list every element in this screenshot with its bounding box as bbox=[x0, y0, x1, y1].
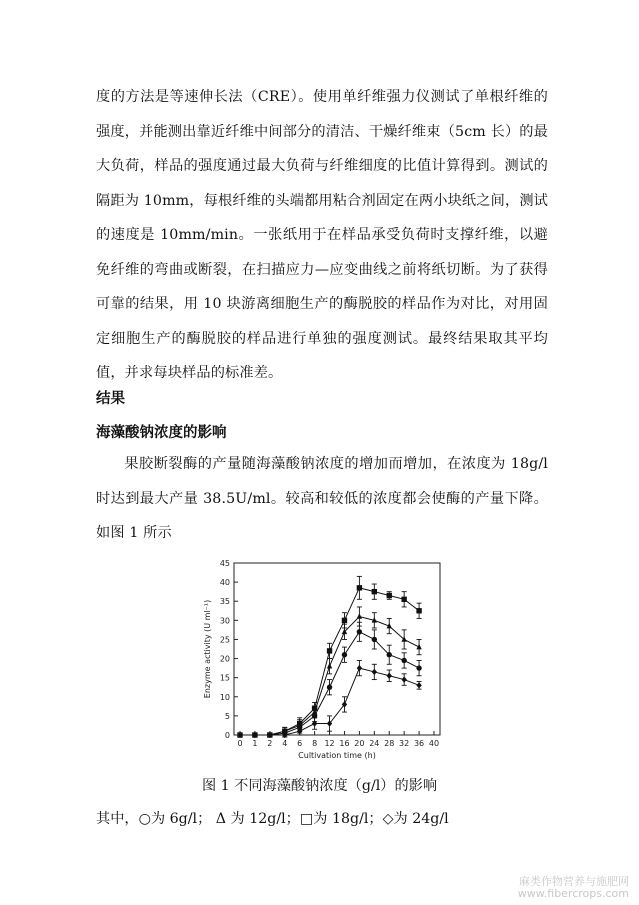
x-tick-label: 20 bbox=[354, 739, 365, 748]
x-tick-label: 12 bbox=[324, 739, 335, 748]
y-tick-label: 10 bbox=[219, 692, 230, 702]
y-tick-label: 0 bbox=[224, 731, 230, 740]
watermark-line-2: www.fibercrops.com bbox=[517, 887, 629, 900]
data-point-circle bbox=[401, 658, 406, 663]
data-point-triangle bbox=[401, 636, 406, 642]
data-point-circle bbox=[357, 629, 362, 634]
data-point-square bbox=[372, 589, 377, 594]
data-point-diamond bbox=[387, 673, 392, 679]
x-axis-label: Cultivation time (h) bbox=[298, 751, 376, 760]
methods-paragraph: 度的方法是等速伸长法（CRE）。使用单纤维强力仪测试了单根纤维的强度，并能测出靠近纤维中间部分的清洁、干燥纤维束（5cm 长）的最大负荷，样品的强度通过最大负荷与纤维细度的比值计算得到。测试的隔距为 10mm，每根纤维的头端都用粘合剂固定在两小块纸之间，测试的速度是 10mm/min。一张纸用于在样品承受负荷时支撑纤维，以避免纤维的弯曲或断裂，在扫描应力—应变曲线之前将纸切断。为了获得可靠的结果，用 10 块游离细胞生产的酶脱胶的样品作为对比，对用固定细胞生产的酶脱胶的样品进行单独的强度测试。最终结果取其平均值，并求每块样品的标准差。 bbox=[96, 89, 548, 381]
y-tick-label: 25 bbox=[219, 635, 230, 645]
figure-caption: 图 1 不同海藻酸钠浓度（g/l）的影响 bbox=[201, 778, 438, 794]
y-tick-label: 40 bbox=[219, 578, 230, 588]
data-point-square bbox=[401, 597, 406, 602]
x-tick-label: 4 bbox=[282, 739, 288, 748]
data-point-diamond bbox=[372, 669, 377, 675]
data-point-diamond bbox=[416, 682, 421, 688]
watermark bbox=[518, 876, 629, 900]
x-tick-label: 40 bbox=[428, 739, 440, 748]
y-tick-label: 45 bbox=[219, 559, 230, 568]
y-tick-label: 15 bbox=[219, 673, 230, 683]
results-paragraph: 果胶断裂酶的产量随海藻酸钠浓度的增加而增加，在浓度为 18g/l 时达到最大产量 38.5U/ml。较高和较低的浓度都会使酶的产量下降。如图 1 所示 bbox=[96, 456, 548, 541]
x-tick-label: 0 bbox=[237, 739, 243, 748]
data-point-square bbox=[357, 585, 362, 590]
y-tick-label: 5 bbox=[224, 711, 230, 721]
data-point-diamond bbox=[401, 676, 406, 682]
data-point-circle bbox=[342, 652, 347, 657]
x-tick-label: 24 bbox=[369, 739, 380, 748]
x-tick-label: 28 bbox=[384, 739, 395, 748]
x-tick-label: 2 bbox=[267, 739, 273, 748]
enzyme-activity-chart bbox=[192, 555, 452, 770]
x-tick-label: 16 bbox=[339, 739, 350, 748]
data-point-circle bbox=[387, 652, 392, 657]
watermark-line-1: 麻类作物营养与施肥网 bbox=[519, 875, 629, 888]
x-tick-label: 1 bbox=[252, 739, 258, 748]
y-tick-label: 20 bbox=[219, 654, 230, 664]
x-tick-label: 32 bbox=[399, 739, 410, 748]
y-tick-label: 35 bbox=[219, 597, 230, 607]
data-point-triangle bbox=[357, 613, 362, 619]
data-point-circle bbox=[372, 637, 377, 642]
data-point-diamond bbox=[357, 665, 362, 671]
x-tick-label: 8 bbox=[312, 739, 318, 748]
x-tick-label: 6 bbox=[297, 739, 303, 748]
data-point-circle bbox=[327, 685, 332, 690]
data-point-circle bbox=[416, 665, 421, 670]
data-point-square bbox=[327, 648, 332, 653]
section-heading: 海藻酸钠浓度的影响 bbox=[96, 425, 227, 441]
x-tick-label: 36 bbox=[413, 739, 425, 748]
y-axis-label: Enzyme activity (U ml⁻¹) bbox=[203, 599, 212, 699]
data-point-square bbox=[416, 608, 421, 613]
data-point-square bbox=[387, 593, 392, 598]
figure-legend-text: 其中，○为 6g/l； Δ 为 12g/l；□为 18g/l；◇为 24g/l bbox=[96, 811, 449, 827]
y-tick-label: 30 bbox=[219, 616, 230, 626]
data-point-triangle bbox=[327, 663, 332, 669]
results-heading: 结果 bbox=[96, 391, 125, 407]
data-point-square bbox=[342, 618, 347, 623]
